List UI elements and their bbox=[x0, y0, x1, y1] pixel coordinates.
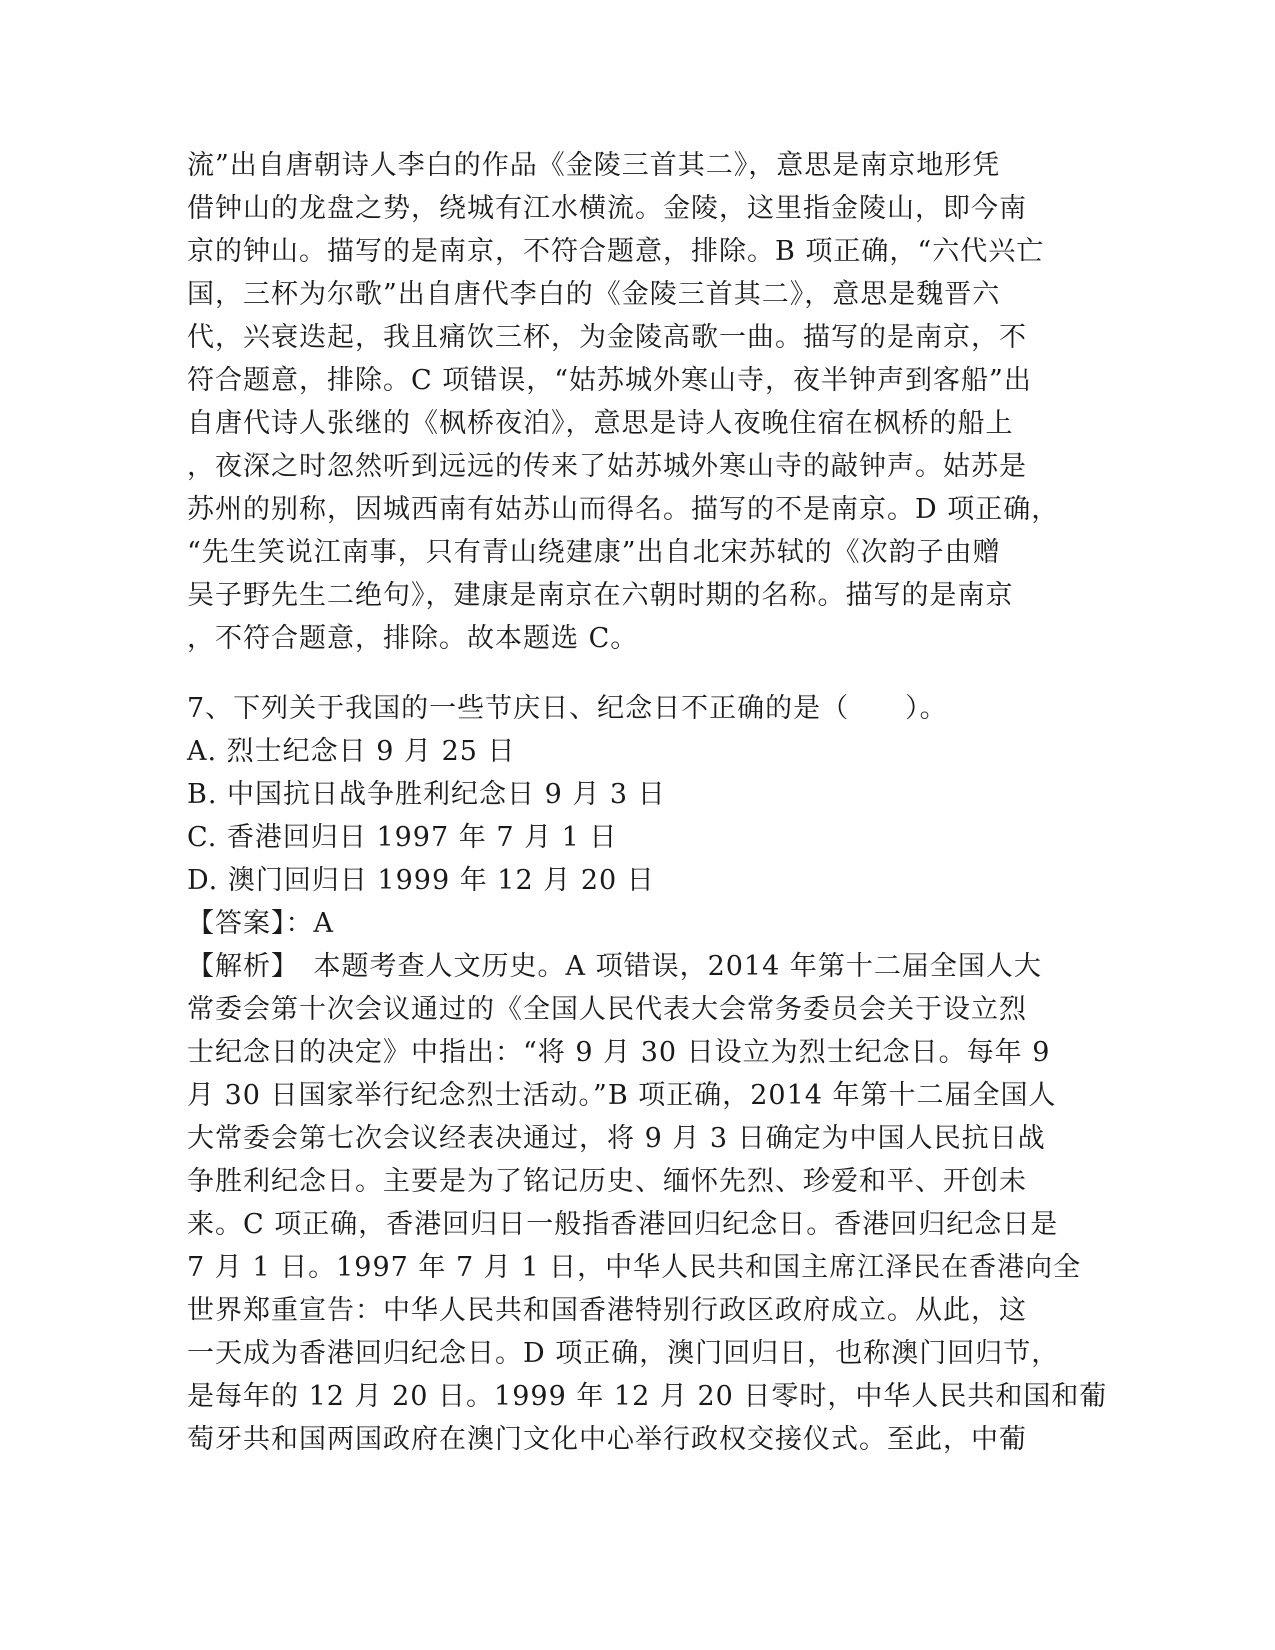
analysis-line: 一天成为香港回归纪念日。D 项正确，澳门回归日，也称澳门回归节， bbox=[187, 1338, 1060, 1369]
option-b: B. 中国抗日战争胜利纪念日 9 月 3 日 bbox=[187, 779, 666, 810]
analysis-line: 萄牙共和国两国政府在澳门文化中心举行政权交接仪式。至此，中葡 bbox=[187, 1424, 1027, 1455]
analysis-line: 【解析】 本题考查人文历史。A 项错误，2014 年第十二届全国人大 bbox=[187, 951, 1042, 982]
analysis-line: 常委会第十次会议通过的《全国人民代表大会常务委员会关于设立烈 bbox=[187, 994, 1027, 1025]
option-c: C. 香港回归日 1997 年 7 月 1 日 bbox=[187, 822, 618, 853]
explanation-line: 自唐代诗人张继的《枫桥夜泊》，意思是诗人夜晚住宿在枫桥的船上 bbox=[187, 408, 1014, 439]
analysis-line: 世界郑重宣告：中华人民共和国香港特别行政区政府成立。从此，这 bbox=[187, 1295, 1027, 1326]
option-d: D. 澳门回归日 1999 年 12 月 20 日 bbox=[187, 865, 655, 896]
analysis-line: 7 月 1 日。1997 年 7 月 1 日，中华人民共和国主席江泽民在香港向全 bbox=[187, 1252, 1082, 1283]
explanation-line: ，不符合题意，排除。故本题选 C。 bbox=[187, 623, 639, 654]
explanation-line: 吴子野先生二绝句》，建康是南京在六朝时期的名称。描写的是南京 bbox=[187, 580, 1014, 611]
analysis-line: 争胜利纪念日。主要是为了铭记历史、缅怀先烈、珍爱和平、开创未 bbox=[187, 1166, 1027, 1197]
question-stem: 7、下列关于我国的一些节庆日、纪念日不正确的是（ ）。 bbox=[187, 693, 948, 724]
explanation-line: 借钟山的龙盘之势，绕城有江水横流。金陵，这里指金陵山，即今南 bbox=[187, 193, 1027, 224]
analysis-line: 月 30 日国家举行纪念烈士活动。”B 项正确，2014 年第十二届全国人 bbox=[187, 1080, 1057, 1111]
option-a: A. 烈士纪念日 9 月 25 日 bbox=[187, 736, 516, 767]
explanation-line: “先生笑说江南事，只有青山绕建康”出自北宋苏轼的《次韵子由赠 bbox=[187, 537, 1001, 568]
explanation-line: 京的钟山。描写的是南京，不符合题意，排除。B 项正确，“六代兴亡 bbox=[187, 236, 1045, 267]
question-7 bbox=[187, 687, 1108, 1461]
explanation-line: 流”出自唐朝诗人李白的作品《金陵三首其二》，意思是南京地形凭 bbox=[187, 150, 1001, 181]
analysis-line: 士纪念日的决定》中指出：“将 9 月 30 日设立为烈士纪念日。每年 9 bbox=[187, 1037, 1051, 1068]
analysis-line: 大常委会第七次会议经表决通过，将 9 月 3 日确定为中国人民抗日战 bbox=[187, 1123, 1046, 1154]
answer-line: 【答案】：A bbox=[187, 908, 334, 939]
explanation-line: 代，兴衰迭起，我且痛饮三杯，为金陵高歌一曲。描写的是南京，不 bbox=[187, 322, 1027, 353]
explanation-line: 国，三杯为尔歌”出自唐代李白的《金陵三首其二》，意思是魏晋六 bbox=[187, 279, 1001, 310]
explanation-line: 符合题意，排除。C 项错误，“姑苏城外寒山寺，夜半钟声到客船”出 bbox=[187, 365, 1032, 396]
analysis-line: 来。C 项正确，香港回归日一般指香港回归纪念日。香港回归纪念日是 bbox=[187, 1209, 1059, 1240]
analysis-line: 是每年的 12 月 20 日。1999 年 12 月 20 日零时，中华人民共和国和葡 bbox=[187, 1381, 1108, 1412]
explanation-line: 苏州的别称，因城西南有姑苏山而得名。描写的不是南京。D 项正确， bbox=[187, 494, 1060, 525]
previous-explanation bbox=[187, 144, 1087, 660]
explanation-line: ，夜深之时忽然听到远远的传来了姑苏城外寒山寺的敲钟声。姑苏是 bbox=[187, 451, 1027, 482]
